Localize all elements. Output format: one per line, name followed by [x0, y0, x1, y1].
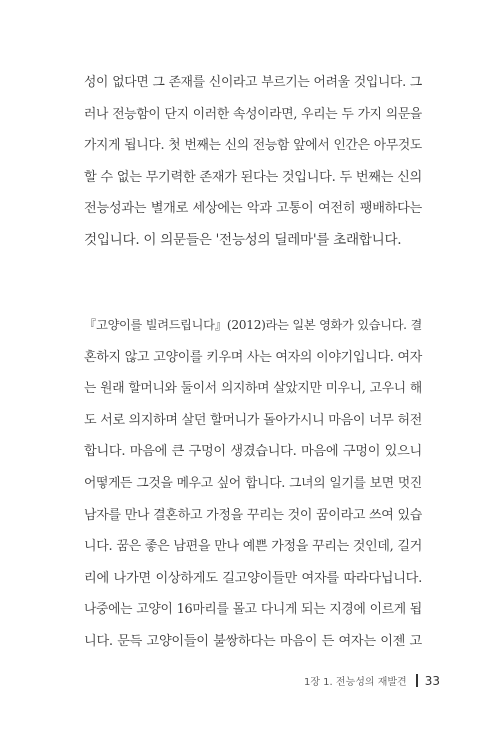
footer-divider [416, 674, 418, 687]
text-line: 나중에는 고양이 16마리를 몰고 다니게 되는 지경에 이르게 됩 [84, 602, 422, 618]
text-line: 어떻게든 그것을 메우고 싶어 합니다. 그녀의 일기를 보면 멋진 [84, 475, 422, 491]
running-head: 1장 1. 전능성의 재발견 [303, 677, 407, 688]
text-line: 남자를 만나 결혼하고 가정을 꾸리는 것이 꿈이라고 쓰여 있습 [84, 507, 422, 523]
text-line: 가지게 됩니다. 첫 번째는 신의 전능함 앞에서 인간은 아무것도 [84, 138, 422, 154]
text-line: 리에 나가면 이상하게도 길고양이들만 여자를 따라다닙니다. [84, 570, 422, 586]
text-line: 성이 없다면 그 존재를 신이라고 부르기는 어려울 것입니다. 그 [84, 75, 422, 90]
text-line: 는 원래 할머니와 둘이서 의지하며 살았지만 미우니, 고우니 해 [84, 381, 422, 397]
text-line: 합니다. 마음에 큰 구멍이 생겼습니다. 마음에 구멍이 있으니 [84, 444, 422, 460]
text-line: 혼하지 않고 고양이를 키우며 사는 여자의 이야기입니다. 여자 [84, 349, 422, 365]
text-line: 것입니다. 이 의문들은 '전능성의 딜레마'를 초래합니다. [84, 231, 402, 248]
page-number: 33 [424, 673, 440, 688]
text-line: 니다. 꿈은 좋은 남편을 만나 예쁜 가정을 꾸리는 것인데, 길거 [84, 539, 422, 555]
body-paragraph-1 [84, 67, 422, 257]
page-footer [304, 673, 440, 688]
text-line: 도 서로 의지하며 살던 할머니가 돌아가시니 마음이 너무 허전 [84, 412, 422, 428]
text-line: 니다. 문득 고양이들이 불쌍하다는 마음이 든 여자는 이젠 고 [84, 633, 422, 649]
text-line: 전능성과는 별개로 세상에는 악과 고통이 여전히 팽배하다는 [84, 201, 422, 217]
text-line: 할 수 없는 무기력한 존재가 된다는 것입니다. 두 번째는 신의 [84, 169, 422, 185]
text-line: 『고양이를 빌려드립니다』(2012)라는 일본 영화가 있습니다. 결 [84, 318, 422, 332]
text-line: 러나 전능함이 단지 이러한 속성이라면, 우리는 두 가지 의문을 [84, 106, 422, 122]
body-paragraph-2 [84, 310, 422, 658]
